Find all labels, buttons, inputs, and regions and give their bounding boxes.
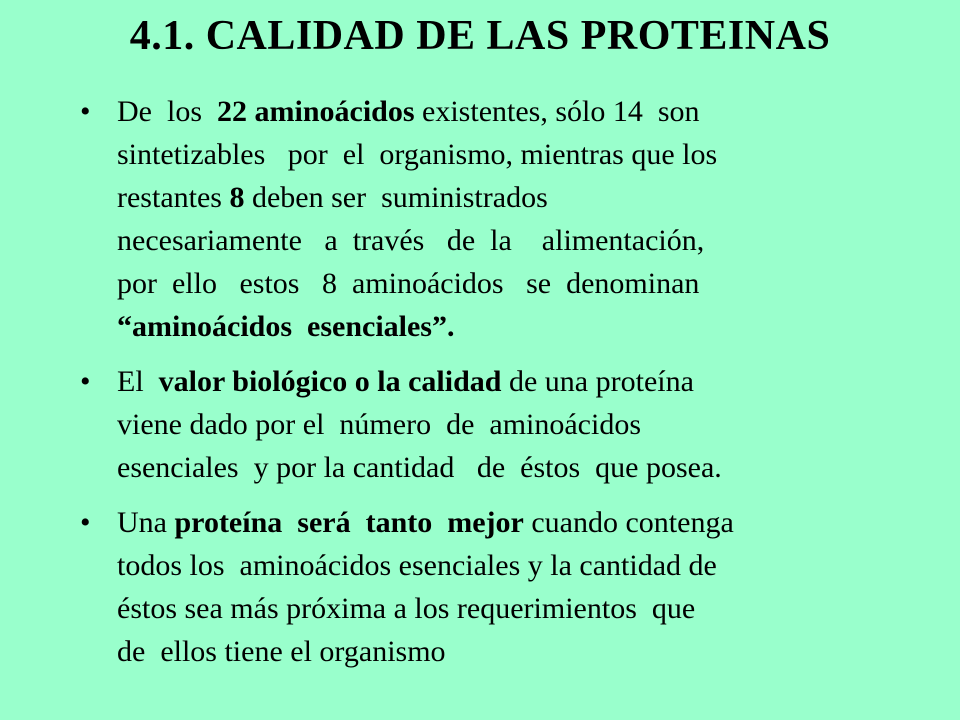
bold-text: “aminoácidos esenciales”. — [117, 310, 455, 343]
bullet-line — [117, 501, 880, 544]
text-segment: De los — [117, 95, 217, 128]
bullet-line — [117, 587, 880, 630]
text-segment: existentes, sólo 14 son — [414, 95, 700, 128]
text-segment: cuando contenga — [523, 506, 734, 539]
bullet-icon: • — [80, 365, 91, 398]
bold-text: proteína será tanto mejor — [174, 506, 524, 539]
text-segment: El — [117, 365, 159, 398]
bullet-line — [117, 630, 880, 673]
bullet-icon: • — [80, 506, 91, 539]
text-segment: de una proteína — [501, 365, 694, 398]
text-segment: viene dado por el número de aminoácidos — [117, 408, 642, 441]
bullet-line — [117, 305, 880, 348]
bullet-line — [117, 176, 880, 219]
bullet-line — [117, 262, 880, 305]
bullet-line — [117, 133, 880, 176]
bullet-list — [80, 90, 880, 685]
bullet-item — [80, 501, 880, 673]
text-segment: todos los aminoácidos esenciales y la cantidad de — [117, 549, 717, 582]
bold-text: 8 — [229, 181, 245, 214]
bullet-line — [117, 446, 880, 489]
bullet-line — [117, 219, 880, 262]
bullet-line — [117, 403, 880, 446]
bullet-item — [80, 90, 880, 348]
bullet-line — [117, 360, 880, 403]
text-segment: éstos sea más próxima a los requerimientos que — [117, 592, 696, 625]
text-segment: por ello estos 8 aminoácidos se denominan — [117, 267, 700, 300]
bold-text: valor biológico o la calidad — [158, 365, 502, 398]
bullet-text — [117, 90, 880, 348]
text-segment: de ellos tiene el organismo — [117, 635, 446, 668]
text-segment: sintetizables por el organismo, mientras que los — [117, 138, 718, 171]
text-segment: Una — [117, 506, 175, 539]
bullet-text — [117, 360, 880, 489]
slide-title: 4.1. CALIDAD DE LAS PROTEINAS — [129, 13, 831, 59]
text-segment: necesariamente a través de la alimentación, — [117, 224, 705, 257]
bold-text: 22 aminoácidos — [217, 95, 415, 128]
bullet-icon: • — [80, 95, 91, 128]
bullet-line — [117, 544, 880, 587]
bullet-text — [117, 501, 880, 673]
bullet-line — [117, 90, 880, 133]
bullet-item — [80, 360, 880, 489]
text-segment: deben ser suministrados — [244, 181, 548, 214]
text-segment: restantes — [117, 181, 230, 214]
text-segment: esenciales y por la cantidad de éstos que posea. — [117, 451, 722, 484]
